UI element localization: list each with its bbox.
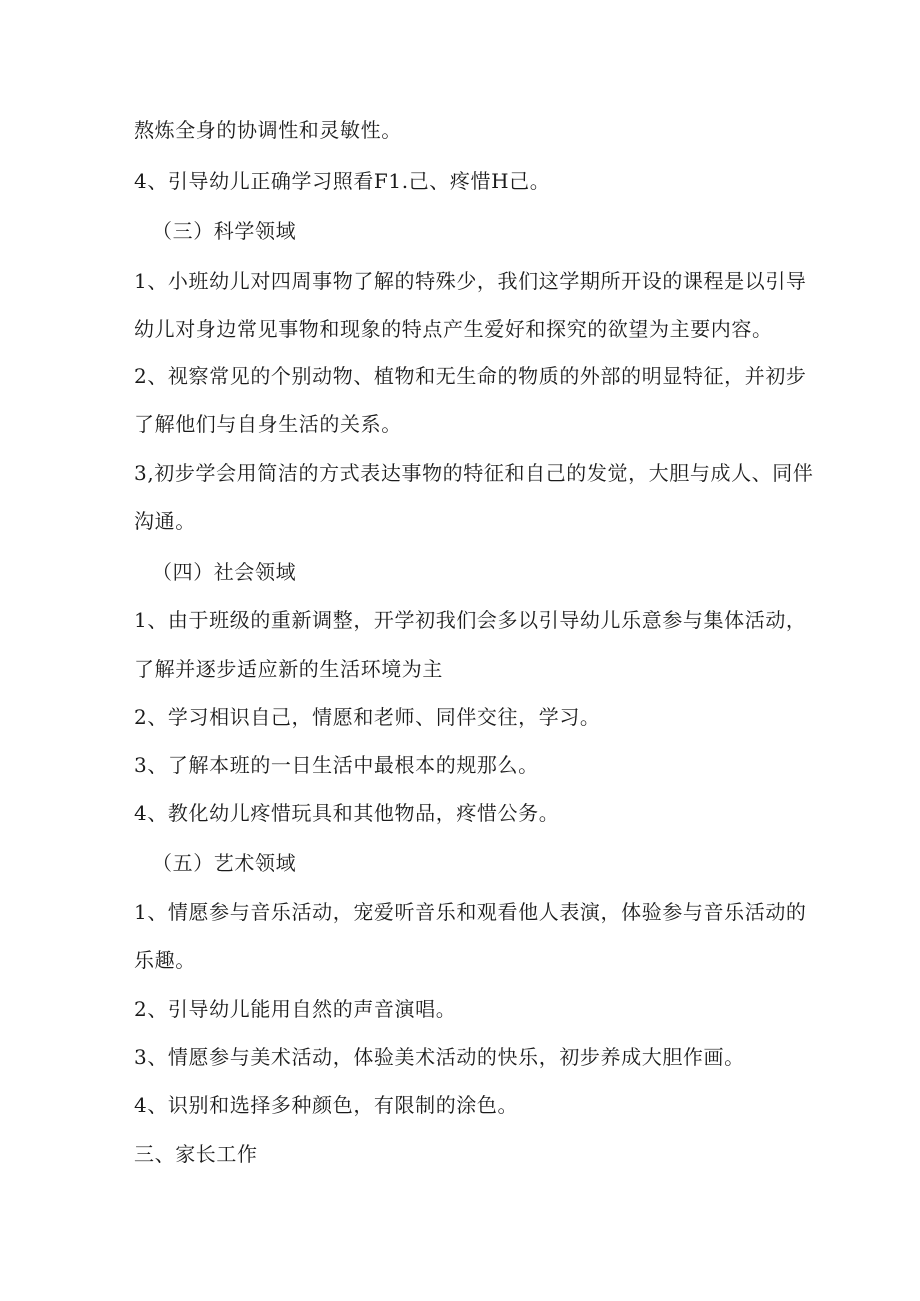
- paragraph-line: 1、小班幼儿对四周事物了解的特殊少，我们这学期所开设的课程是以引导: [134, 269, 807, 293]
- section-heading: （五）艺术领域: [152, 851, 297, 875]
- paragraph-line: 了解他们与自身生活的关系。: [134, 412, 402, 436]
- paragraph-line: 3,初步学会用简洁的方式表达事物的特征和自己的发觉，大胆与成人、同伴: [134, 461, 814, 485]
- paragraph-line: 4、教化幼儿疼惜玩具和其他物品，疼惜公务。: [134, 801, 560, 825]
- section-heading: （四）社会领域: [152, 560, 297, 584]
- paragraph-line: 2、学习相识自己，情愿和老师、同伴交往，学习。: [134, 705, 601, 729]
- paragraph-line: 1、情愿参与音乐活动，宠爱听音乐和观看他人表演，体验参与音乐活动的: [134, 900, 807, 924]
- section-heading: （三）科学领域: [152, 219, 297, 243]
- paragraph-line: 2、引导幼儿能用自然的声音演唱。: [134, 997, 457, 1021]
- paragraph-line: 了解并逐步适应新的生活环境为主: [134, 657, 443, 681]
- paragraph-line: 乐趣。: [134, 948, 196, 972]
- paragraph-line: 熬炼全身的协调性和灵敏性。: [134, 118, 402, 142]
- paragraph-line: 4、引导幼儿正确学习照看F1.己、疼惜H己。: [134, 169, 551, 193]
- paragraph-line: 3、情愿参与美术活动，体验美术活动的快乐，初步养成大胆作画。: [134, 1045, 745, 1069]
- paragraph-line: 1、由于班级的重新调整，开学初我们会多以引导幼儿乐意参与集体活动，: [134, 608, 807, 632]
- paragraph-line: 3、了解本班的一日生活中最根本的规那么。: [134, 753, 539, 777]
- paragraph-line: 沟通。: [134, 509, 196, 533]
- paragraph-line: 4、识别和选择多种颜色，有限制的涂色。: [134, 1093, 519, 1117]
- paragraph-line: 幼儿对身边常见事物和现象的特点产生爱好和探究的欲望为主要内容。: [134, 317, 773, 341]
- paragraph-line: 2、视察常见的个别动物、植物和无生命的物质的外部的明显特征，并初步: [134, 364, 807, 388]
- section-heading: 三、家长工作: [134, 1142, 258, 1166]
